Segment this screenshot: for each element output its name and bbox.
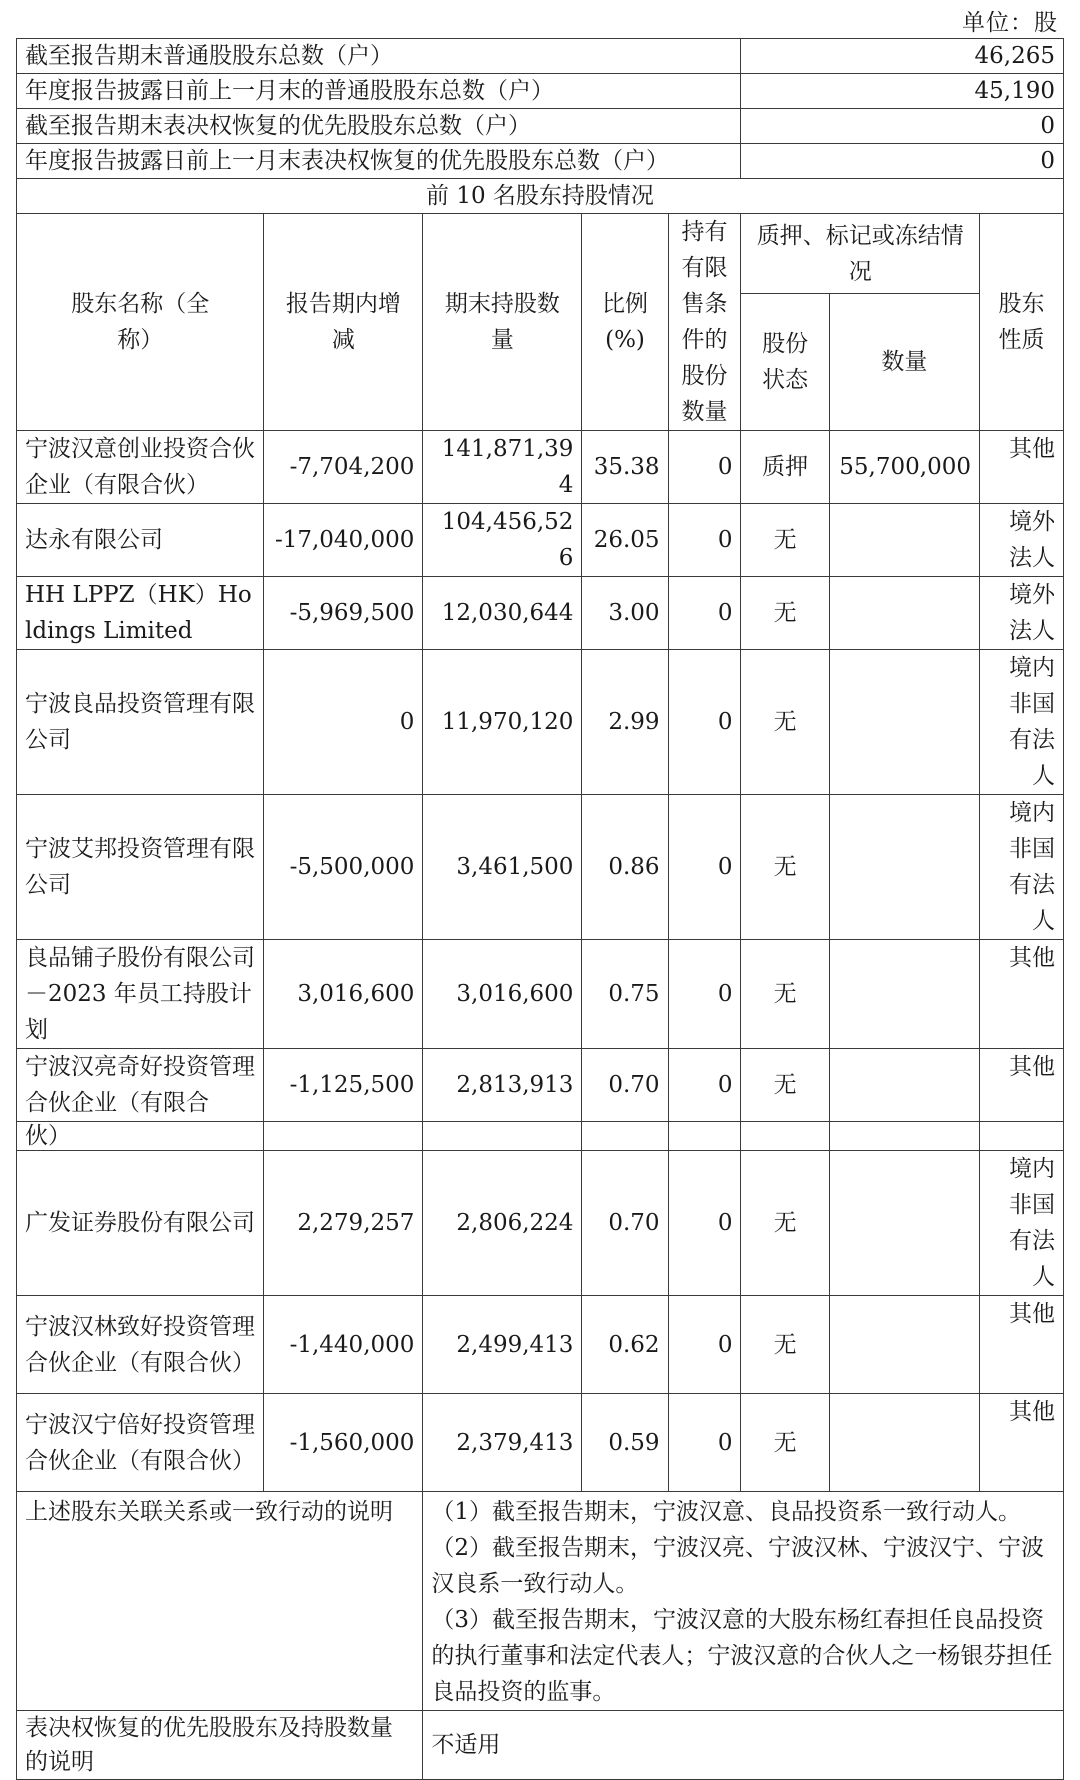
shareholder-row — [17, 1151, 1064, 1296]
empty-cell — [423, 1122, 582, 1151]
nature-value: 境内非国有法人 — [979, 795, 1063, 940]
shares-value: 3,016,600 — [423, 940, 582, 1049]
shareholder-row — [17, 940, 1064, 1049]
preferred-note-label: 表决权恢复的优先股股东及持股数量的说明 — [17, 1711, 423, 1780]
summary-row — [17, 39, 1064, 74]
header-ratio: 比例(%) — [582, 214, 668, 431]
shareholder-row — [17, 504, 1064, 577]
preferred-note-value: 不适用 — [423, 1711, 1064, 1780]
header-name: 股东名称（全称） — [17, 214, 264, 431]
header-row — [17, 214, 1064, 294]
pledge-status-value: 无 — [741, 577, 829, 650]
restricted-value: 0 — [668, 504, 741, 577]
empty-cell — [668, 1122, 741, 1151]
pledge-status-value: 质押 — [741, 431, 829, 504]
restricted-value: 0 — [668, 795, 741, 940]
change-value: -5,500,000 — [264, 795, 423, 940]
nature-value: 其他 — [979, 1049, 1063, 1122]
overflow-row — [17, 1122, 1064, 1151]
empty-cell — [829, 1122, 979, 1151]
restricted-value: 0 — [668, 940, 741, 1049]
empty-cell — [264, 1122, 423, 1151]
shares-value: 2,499,413 — [423, 1296, 582, 1394]
pledge-amount-value — [829, 504, 979, 577]
nature-value: 境内非国有法人 — [979, 1151, 1063, 1296]
header-shares: 期末持股数量 — [423, 214, 582, 431]
pledge-amount-value — [829, 795, 979, 940]
shareholder-name: 广发证券股份有限公司 — [17, 1151, 264, 1296]
change-value: -5,969,500 — [264, 577, 423, 650]
empty-cell — [741, 1122, 829, 1151]
pledge-amount-value — [829, 940, 979, 1049]
shares-value: 2,379,413 — [423, 1394, 582, 1492]
relation-note-line: （3）截至报告期末，宁波汉意的大股东杨红春担任良品投资的执行董事和法定代表人；宁波汉意的合伙人之一杨银芬担任良品投资的监事。 — [431, 1607, 1053, 1705]
ratio-value: 0.86 — [582, 795, 668, 940]
preferred-note-row — [17, 1711, 1064, 1780]
change-value: 3,016,600 — [264, 940, 423, 1049]
shareholder-name: 良品铺子股份有限公司－2023 年员工持股计划 — [17, 940, 264, 1049]
pledge-status-value: 无 — [741, 795, 829, 940]
shareholder-table — [16, 38, 1064, 1780]
header-pledge-amount: 数量 — [829, 294, 979, 431]
pledge-status-value: 无 — [741, 504, 829, 577]
pledge-amount-value — [829, 577, 979, 650]
shareholder-name: 宁波汉林致好投资管理合伙企业（有限合伙） — [17, 1296, 264, 1394]
ratio-value: 2.99 — [582, 650, 668, 795]
shareholder-name: HH LPPZ（HK）Holdings Limited — [17, 577, 264, 650]
shareholder-row — [17, 1394, 1064, 1492]
pledge-status-value: 无 — [741, 1049, 829, 1122]
nature-value: 境外法人 — [979, 577, 1063, 650]
restricted-value: 0 — [668, 650, 741, 795]
shareholder-name: 宁波汉宁倍好投资管理合伙企业（有限合伙） — [17, 1394, 264, 1492]
shareholder-name: 宁波汉亮奇好投资管理合伙企业（有限合 — [17, 1049, 264, 1122]
pledge-amount-value — [829, 650, 979, 795]
pledge-status-value: 无 — [741, 1394, 829, 1492]
shares-value: 12,030,644 — [423, 577, 582, 650]
change-value: -7,704,200 — [264, 431, 423, 504]
restricted-value: 0 — [668, 1151, 741, 1296]
ratio-value: 3.00 — [582, 577, 668, 650]
restricted-value: 0 — [668, 1049, 741, 1122]
nature-value: 境内非国有法人 — [979, 650, 1063, 795]
relation-note-body — [423, 1492, 1064, 1711]
summary-label: 年度报告披露日前上一月末的普通股股东总数（户） — [17, 74, 741, 109]
shares-value: 104,456,526 — [423, 504, 582, 577]
nature-value: 其他 — [979, 940, 1063, 1049]
shareholder-row — [17, 577, 1064, 650]
unit-label: 单位：股 — [962, 10, 1058, 36]
ratio-value: 0.62 — [582, 1296, 668, 1394]
pledge-amount-value: 55,700,000 — [829, 431, 979, 504]
change-value: -1,125,500 — [264, 1049, 423, 1122]
summary-value: 46,265 — [741, 39, 1064, 74]
header-pledge: 质押、标记或冻结情况 — [741, 214, 980, 294]
relation-note-line: （2）截至报告期末，宁波汉亮、宁波汉林、宁波汉宁、宁波汉良系一致行动人。 — [431, 1535, 1045, 1597]
summary-label: 截至报告期末普通股股东总数（户） — [17, 39, 741, 74]
shareholder-row — [17, 431, 1064, 504]
nature-value: 其他 — [979, 1394, 1063, 1492]
ratio-value: 26.05 — [582, 504, 668, 577]
header-change: 报告期内增减 — [264, 214, 423, 431]
relation-note-line: （1）截至报告期末，宁波汉意、良品投资系一致行动人。 — [431, 1499, 1022, 1525]
summary-row — [17, 144, 1064, 179]
relation-note-row — [17, 1492, 1064, 1711]
shares-value: 2,813,913 — [423, 1049, 582, 1122]
ratio-value: 0.59 — [582, 1394, 668, 1492]
shareholder-name: 宁波汉意创业投资合伙企业（有限合伙） — [17, 431, 264, 504]
summary-label: 年度报告披露日前上一月末表决权恢复的优先股股东总数（户） — [17, 144, 741, 179]
pledge-amount-value — [829, 1049, 979, 1122]
pledge-amount-value — [829, 1296, 979, 1394]
header-pledge-status: 股份状态 — [741, 294, 829, 431]
change-value: -1,440,000 — [264, 1296, 423, 1394]
shareholder-row — [17, 1049, 1064, 1122]
pledge-status-value: 无 — [741, 1296, 829, 1394]
empty-cell — [979, 1122, 1063, 1151]
summary-value: 0 — [741, 109, 1064, 144]
pledge-amount-value — [829, 1151, 979, 1296]
summary-value: 45,190 — [741, 74, 1064, 109]
summary-row — [17, 74, 1064, 109]
empty-cell — [582, 1122, 668, 1151]
shareholder-name-continued: 伙） — [17, 1122, 264, 1151]
pledge-status-value: 无 — [741, 940, 829, 1049]
shares-value: 141,871,394 — [423, 431, 582, 504]
restricted-value: 0 — [668, 1394, 741, 1492]
nature-value: 境外法人 — [979, 504, 1063, 577]
nature-value: 其他 — [979, 1296, 1063, 1394]
change-value: -1,560,000 — [264, 1394, 423, 1492]
shares-value: 2,806,224 — [423, 1151, 582, 1296]
restricted-value: 0 — [668, 577, 741, 650]
ratio-value: 0.70 — [582, 1049, 668, 1122]
ratio-value: 0.70 — [582, 1151, 668, 1296]
ratio-value: 35.38 — [582, 431, 668, 504]
nature-value: 其他 — [979, 431, 1063, 504]
ratio-value: 0.75 — [582, 940, 668, 1049]
change-value: 2,279,257 — [264, 1151, 423, 1296]
section-title-row — [17, 179, 1064, 214]
pledge-amount-value — [829, 1394, 979, 1492]
header-restricted: 持有有限售条件的股份数量 — [668, 214, 741, 431]
header-nature: 股东性质 — [979, 214, 1063, 431]
summary-row — [17, 109, 1064, 144]
change-value: 0 — [264, 650, 423, 795]
shareholder-row — [17, 1296, 1064, 1394]
pledge-status-value: 无 — [741, 650, 829, 795]
restricted-value: 0 — [668, 1296, 741, 1394]
shareholder-name: 宁波艾邦投资管理有限公司 — [17, 795, 264, 940]
relation-note-label: 上述股东关联关系或一致行动的说明 — [17, 1492, 423, 1711]
section-title: 前 10 名股东持股情况 — [17, 179, 1064, 214]
summary-label: 截至报告期末表决权恢复的优先股股东总数（户） — [17, 109, 741, 144]
summary-value: 0 — [741, 144, 1064, 179]
shareholder-name: 达永有限公司 — [17, 504, 264, 577]
shareholder-row — [17, 795, 1064, 940]
pledge-status-value: 无 — [741, 1151, 829, 1296]
shareholder-row — [17, 650, 1064, 795]
restricted-value: 0 — [668, 431, 741, 504]
change-value: -17,040,000 — [264, 504, 423, 577]
shareholder-name: 宁波良品投资管理有限公司 — [17, 650, 264, 795]
shares-value: 3,461,500 — [423, 795, 582, 940]
shares-value: 11,970,120 — [423, 650, 582, 795]
